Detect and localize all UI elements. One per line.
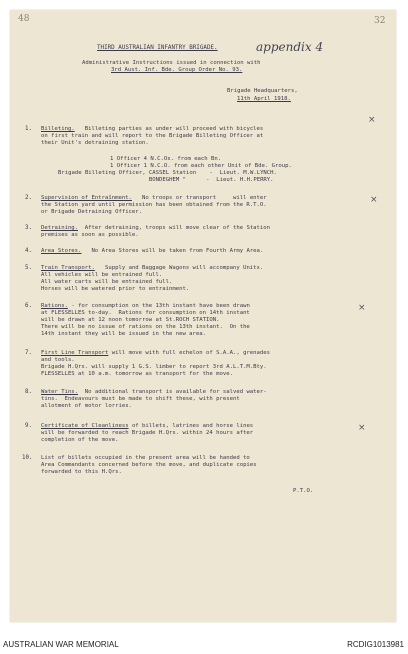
item-heading: Certificate of Cleanliness bbox=[41, 423, 129, 429]
item-line: will be forwarded to reach Brigade H.Qrs. within 24 hours after bbox=[41, 430, 254, 436]
item-number: 6. bbox=[25, 303, 32, 309]
item-heading: First Line Transport bbox=[41, 350, 109, 356]
billeting-officer-line: Brigade Billeting Officer, CASSEL Station - Lieut. M.W.LYNCH. bbox=[58, 170, 277, 176]
date-line: 11th April 1918. bbox=[237, 96, 291, 102]
item-supervision bbox=[41, 195, 267, 201]
handwritten-appendix-note: appendix 4 bbox=[256, 40, 324, 54]
item-line: Brigade H.Qrs. will supply 1 G.S. limber to report 3rd A.L.T.M.Bty. bbox=[41, 364, 267, 370]
item-line: on first train and will report to the Brigade Billeting Officer at bbox=[41, 133, 264, 139]
page-number-left: 48 bbox=[18, 14, 30, 24]
pto-note: P.T.O. bbox=[293, 488, 314, 494]
item-detraining bbox=[41, 225, 270, 231]
subtitle-line-1: Administrative Instructions issued in connection with bbox=[82, 60, 261, 66]
item-line: No Area Stores will be taken from Fourth Army Area. bbox=[91, 248, 264, 254]
item-line: Supply and Baggage Wagons will accompany Units. bbox=[105, 265, 264, 271]
item-line: Billeting parties as under will proceed with bicycles bbox=[84, 126, 264, 132]
item-number: 7. bbox=[25, 350, 32, 356]
item-number: 9. bbox=[25, 423, 32, 429]
item-line: of billets, latrines and horse lines bbox=[131, 423, 254, 429]
item-cleanliness bbox=[41, 423, 253, 429]
item-water-tins bbox=[41, 389, 267, 395]
item-number: 3. bbox=[25, 225, 32, 231]
item-line: the Station yard until permission has been obtained from the R.T.O. bbox=[41, 202, 267, 208]
margin-tick-mark: × bbox=[358, 303, 366, 313]
hq-line: Brigade Headquarters, bbox=[227, 88, 298, 94]
item-line: their Unit's detraining station. bbox=[41, 140, 149, 146]
item-line: allotment of motor lorries. bbox=[41, 403, 132, 409]
item-line: Horses will be watered prior to entrainment. bbox=[41, 286, 190, 292]
item-line: All vehicles will be entrained full. bbox=[41, 272, 163, 278]
item-line: No additional transport is available for salved water- bbox=[84, 389, 267, 395]
item-line: completion of the move. bbox=[41, 437, 119, 443]
margin-tick-mark: × bbox=[370, 195, 378, 205]
item-line: will be drawn at 12 noon tomorrow at St.ROCH STATION. bbox=[41, 317, 220, 323]
item-line: No troops or transport will enter bbox=[142, 195, 267, 201]
footer-institution: AUSTRALIAN WAR MEMORIAL bbox=[3, 640, 119, 649]
item-heading: Water Tins. bbox=[41, 389, 79, 395]
item-line: will move with full echelon of S.A.A., grenades bbox=[111, 350, 271, 356]
item-line: premises as soon as possible. bbox=[41, 232, 139, 238]
item-number: 4. bbox=[25, 248, 32, 254]
item-line: Area Commandants concerned before the move, and duplicate copies bbox=[41, 462, 257, 468]
item-line: forwarded to this H.Qrs. bbox=[41, 469, 122, 475]
page-number-right: 32 bbox=[374, 16, 386, 26]
item-number: 5. bbox=[25, 265, 32, 271]
document-title: THIRD AUSTRALIAN INFANTRY BRIGADE. bbox=[97, 45, 218, 51]
item-line: or Brigade Detraining Officer. bbox=[41, 209, 143, 215]
item-heading: Area Stores. bbox=[41, 248, 82, 254]
item-number: 2. bbox=[25, 195, 32, 201]
item-billeting bbox=[41, 126, 263, 132]
item-line: After detraining, troops will move clear of the Station bbox=[84, 225, 271, 231]
item-line: There will be no issue of rations on the 13th instant. On the bbox=[41, 324, 250, 330]
item-number: 8. bbox=[25, 389, 32, 395]
item-line: All water carts will be entrained full. bbox=[41, 279, 173, 285]
item-line: FLESSELLES at 10 a.m. tomorrow as transport for the move. bbox=[41, 371, 233, 377]
item-heading: Detraining. bbox=[41, 225, 79, 231]
item-number: 1. bbox=[25, 126, 32, 132]
item-rations bbox=[41, 303, 250, 309]
item-line: 14th instant they will be issued in the new area. bbox=[41, 331, 207, 337]
item-train-transport bbox=[41, 265, 263, 271]
item-area-stores bbox=[41, 248, 263, 254]
item-line: List of billets occupied in the present area will be handed to bbox=[41, 455, 250, 461]
subtitle-line-2: 3rd Aust. Inf. Bde. Group Order No. 93. bbox=[111, 67, 243, 73]
item-heading: Billeting. bbox=[41, 126, 75, 132]
footer-record-id: RCDIG1013981 bbox=[347, 640, 404, 649]
billeting-party-line: 1 Officer 1 N.C.O. from each other Unit of Bde. Group. bbox=[110, 163, 292, 169]
item-line: - for consumption on the 13th instant have been drawn bbox=[71, 303, 250, 309]
item-line: and tools. bbox=[41, 357, 75, 363]
item-number: 10. bbox=[22, 455, 33, 461]
margin-tick-mark: × bbox=[368, 115, 376, 125]
item-heading: Supervision of Entraînment. bbox=[41, 195, 132, 201]
item-heading: Train Transport. bbox=[41, 265, 95, 271]
billeting-party-line: 1 Officer 4 N.C.Os. from each Bn. bbox=[110, 156, 222, 162]
item-first-line-transport bbox=[41, 350, 270, 356]
item-line: at FLESSELLES to-day. Rations for consumption on 14th instant bbox=[41, 310, 250, 316]
margin-tick-mark: × bbox=[358, 423, 366, 433]
billeting-officer-line: BONDEGHEM " - Lieut. H.H.PERRY. bbox=[58, 177, 274, 183]
item-heading: Rations. bbox=[41, 303, 68, 309]
item-line: tins. Endeavours must be made to shift these, with present bbox=[41, 396, 240, 402]
